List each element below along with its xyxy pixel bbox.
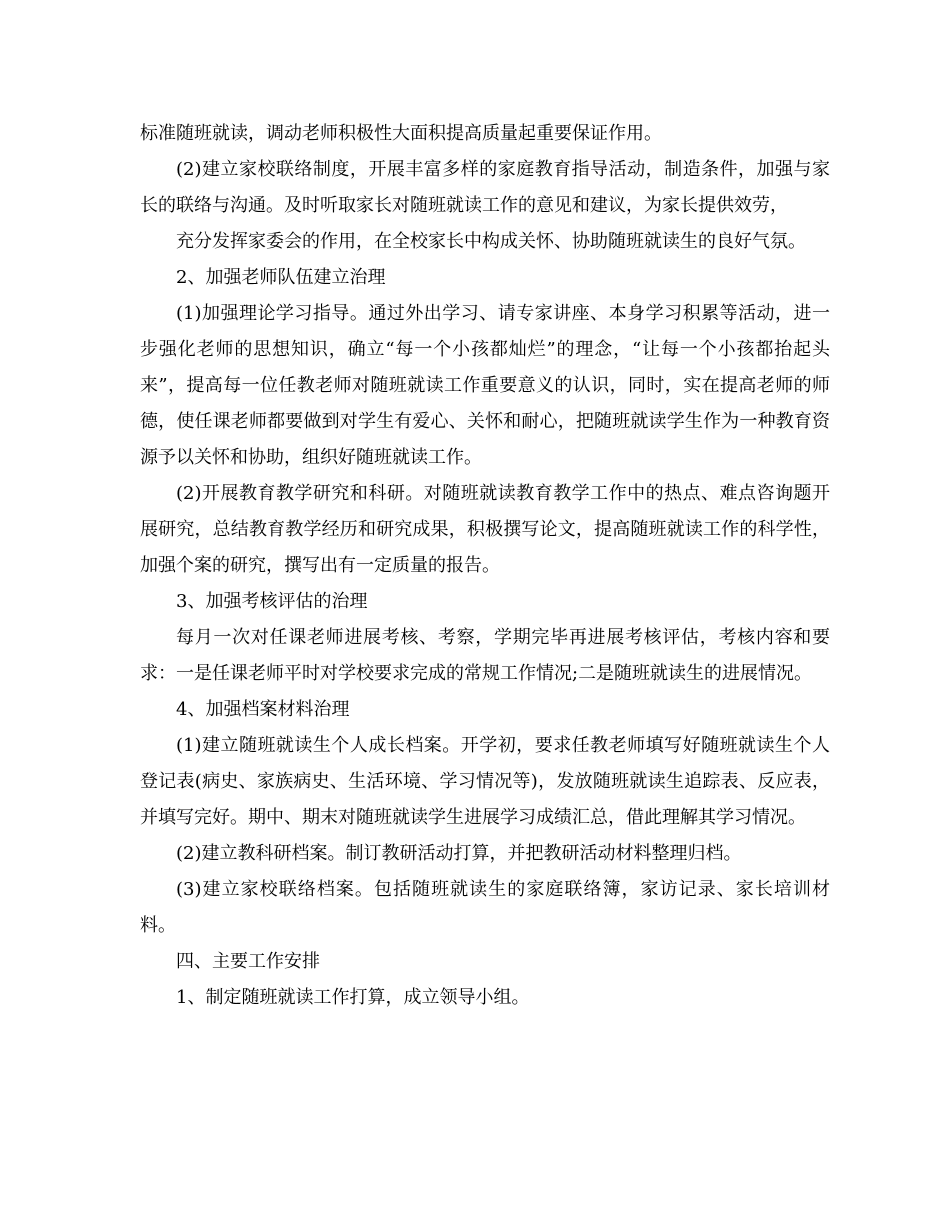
paragraph: 每月一次对任课老师进展考核、考察，学期完毕再进展考核评估，考核内容和要求：一是任课老师平时对学校要求完成的常规工作情况;二是随班就读生的进展情况。 [140, 627, 830, 684]
paragraph: 充分发挥家委会的作用，在全校家长中构成关怀、协助随班就读生的良好气氛。 [176, 231, 806, 252]
section-heading: 3、加强考核评估的治理 [176, 591, 368, 612]
section-heading: 2、加强老师队伍建立治理 [176, 267, 386, 288]
section-heading: 四、主要工作安排 [176, 951, 320, 972]
paragraph: 1、制定随班就读工作打算，成立领导小组。 [176, 987, 530, 1008]
paragraph: (2)建立教科研档案。制订教研活动打算，并把教研活动材料整理归档。 [176, 843, 742, 864]
paragraph: (2)开展教育教学研究和科研。对随班就读教育教学工作中的热点、难点咨询题开展研究，总结教育教学经历和研究成果，积极撰写论文，提高随班就读工作的科学性，加强个案的研究，撰写出有一定质量的报告。 [140, 483, 830, 576]
paragraph: 标准随班就读，调动老师积极性大面积提高质量起重要保证作用。 [140, 123, 662, 144]
section-heading: 4、加强档案材料治理 [176, 699, 350, 720]
paragraph: (3)建立家校联络档案。包括随班就读生的家庭联络簿，家访记录、家长培训材料。 [140, 879, 830, 936]
paragraph: (1)加强理论学习指导。通过外出学习、请专家讲座、本身学习积累等活动，进一步强化老师的思想知识，确立“每一个小孩都灿烂”的理念，“让每一个小孩都抬起头来”，提高每一位任教老师对随班就读工作重要意义的认识，同时，实在提高老师的师德，使任课老师都要做到对学生有爱心、关怀和耐心，把随班就读学生作为一种教育资源予以关怀和协助，组织好随班就读工作。 [140, 303, 830, 468]
paragraph: (1)建立随班就读生个人成长档案。开学初，要求任教老师填写好随班就读生个人登记表(病史、家族病史、生活环境、学习情况等)，发放随班就读生追踪表、反应表，并填写完好。期中、期末对随班就读学生进展学习成绩汇总，借此理解其学习情况。 [140, 735, 830, 828]
document-body [140, 116, 830, 1016]
paragraph: (2)建立家校联络制度，开展丰富多样的家庭教育指导活动，制造条件，加强与家长的联络与沟通。及时听取家长对随班就读工作的意见和建议，为家长提供效劳， [140, 159, 830, 216]
